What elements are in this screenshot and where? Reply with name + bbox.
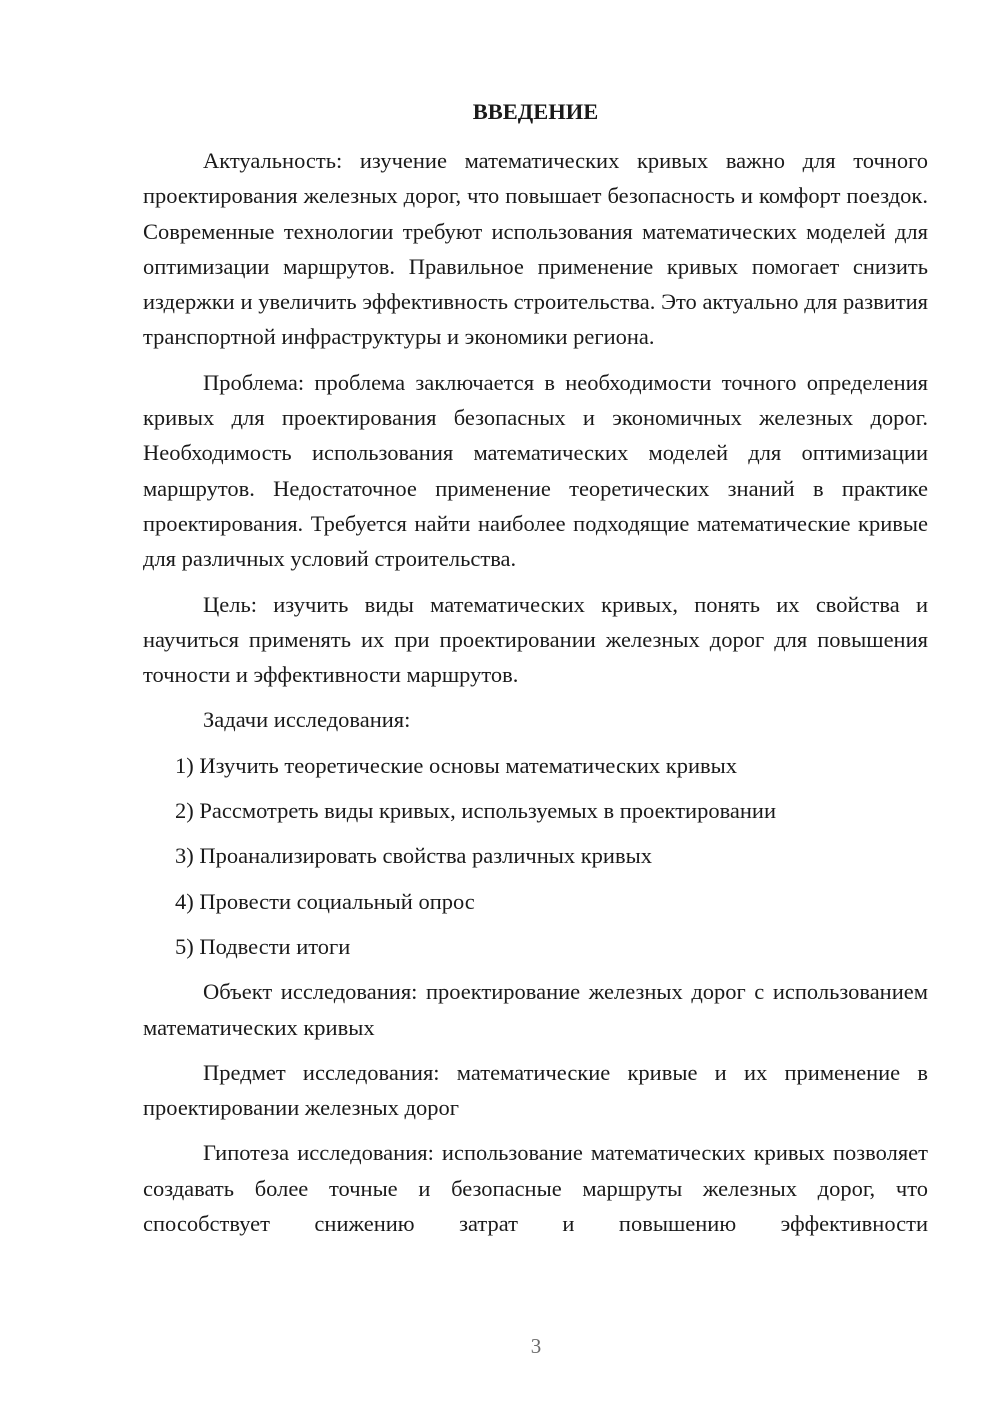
page-title: ВВЕДЕНИЕ — [472, 99, 599, 124]
tasks-list — [143, 748, 928, 964]
relevance-paragraph: Актуальность: изучение математических кривых важно для точного проектирования железных дорог, что повышает безопасность и комфорт поездок. Современные технологии требуют использования математических моделей для оптимизации маршрутов. Правильное применение кривых помогает снизить издержки и увеличить эффективность строительства. Это актуально для развития транспортной инфраструктуры и экономики региона. — [143, 148, 928, 350]
problem-paragraph: Проблема: проблема заключается в необходимости точного определения кривых для проектирования безопасных и экономичных железных дорог. Необходимость использования математических моделей для оптимизации маршрутов. Недостаточное применение теоретических знаний в практике проектирования. Требуется найти наиболее подходящие математические кривые для различных условий строительства. — [143, 369, 928, 572]
list-item: 3) Проанализировать свойства различных кривых — [175, 843, 652, 869]
tasks-heading: Задачи исследования: — [203, 707, 411, 733]
goal-paragraph: Цель: изучить виды математических кривых, понять их свойства и научиться применять их при проектировании железных дорог для повышения точности и эффективности маршрутов. — [143, 591, 928, 688]
page-number: 3 — [530, 1334, 542, 1358]
list-item: 5) Подвести итоги — [175, 933, 351, 959]
document-body — [143, 143, 928, 1251]
list-item: 1) Изучить теоретические основы математических кривых — [175, 752, 738, 778]
list-item: 2) Рассмотреть виды кривых, используемых в проектировании — [175, 798, 777, 824]
list-item: 4) Провести социальный опрос — [175, 888, 475, 914]
hypothesis-paragraph: Гипотеза исследования: использование математических кривых позволяет создавать более точные и безопасные маршруты железных дорог, что способствует снижению затрат и повышению эффективности — [143, 1140, 928, 1237]
object-paragraph: Объект исследования: проектирование железных дорог с использованием математических кривых — [143, 979, 928, 1040]
subject-paragraph: Предмет исследования: математические кривые и их применение в проектировании железных дорог — [143, 1059, 928, 1121]
